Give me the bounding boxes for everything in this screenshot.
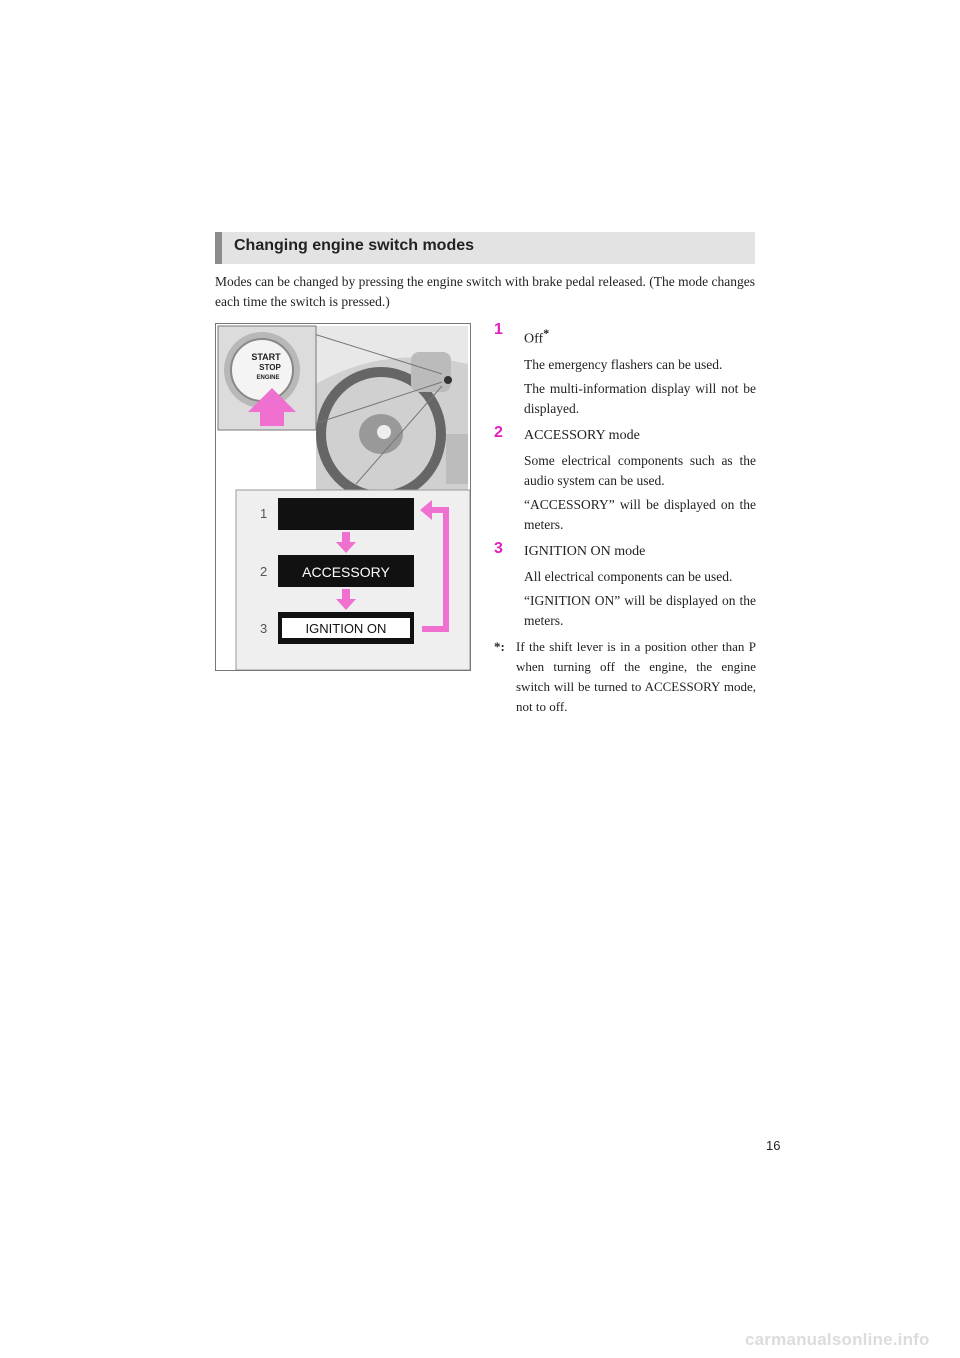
engine-switch-figure [215, 323, 471, 671]
section-header [215, 232, 755, 264]
step-title: IGNITION ON mode [524, 543, 646, 559]
mode-number-2: 2 [260, 564, 268, 579]
step-description: The multi-information display will not be displayed. [524, 380, 756, 416]
step-title: Off* [524, 326, 550, 347]
step-description: The emergency flashers can be used. [524, 356, 723, 372]
mode-label-accessory: ACCESSORY [302, 564, 390, 580]
step-description: “ACCESSORY” will be displayed on the meters. [524, 496, 756, 532]
step-description: Some electrical components such as the audio system can be used. [524, 452, 756, 488]
intro-paragraph: Modes can be changed by pressing the engine switch with brake pedal released. (The mode changes each time the switch is pressed.) [215, 274, 755, 309]
step-description: “IGNITION ON” will be displayed on the meters. [524, 592, 756, 628]
button-line-stop: STOP [259, 363, 281, 372]
mode-number-3: 3 [260, 621, 268, 636]
step-ignition-on [494, 541, 756, 631]
watermark: carmanualsonline.info [745, 1330, 930, 1349]
step-number: 2 [494, 423, 503, 441]
button-line-engine: ENGINE [256, 375, 280, 381]
mode-label-ignition: IGNITION ON [305, 621, 387, 636]
mode-box-off [278, 498, 414, 530]
button-line-start: START [251, 352, 281, 362]
footnote-text: If the shift lever is in a position other than P when turning off the engine, the engine switch will be turned to ACCESSORY mode, not to off. [516, 638, 756, 714]
step-title: ACCESSORY mode [524, 427, 640, 443]
footnote-marker: *: [494, 638, 505, 654]
footnote [494, 637, 756, 717]
mode-number-1: 1 [260, 506, 268, 521]
footnote-mark: * [543, 326, 550, 340]
section-title: Changing engine switch modes [234, 237, 475, 254]
page-number: 16 [766, 1138, 781, 1153]
step-accessory [494, 425, 756, 535]
step-off [494, 322, 756, 419]
step-description: All electrical components can be used. [524, 568, 733, 584]
steps-list [494, 322, 756, 717]
step-number: 3 [494, 539, 503, 557]
step-number: 1 [494, 321, 503, 338]
